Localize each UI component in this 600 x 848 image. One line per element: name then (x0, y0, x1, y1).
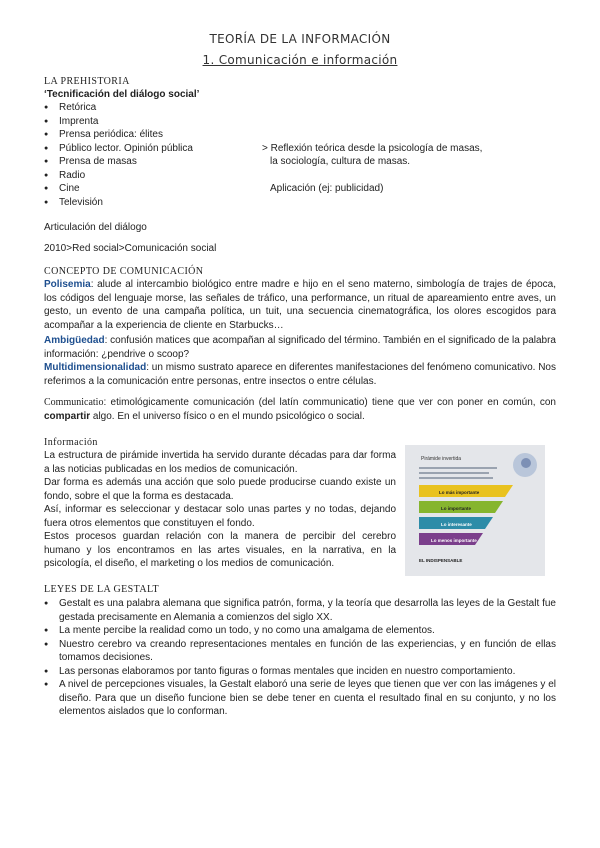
list-item: ● Radio (44, 169, 193, 183)
informacion-paragraph-3: Así, informar es seleccionar y destacar solo unas partes y no todas, dejando fuera otros elementos que constituyen el fondo. (44, 504, 396, 529)
polisemia-term: Polisemia (44, 279, 91, 290)
communicatio-text-2: algo. En el universo físico o en el mundo psicológico o social. (90, 410, 365, 422)
informacion-paragraph-2: Dar forma es además una acción que solo puede producirse cuando existe un fondo, sobre el que la forma es destacada. (44, 477, 396, 502)
communicatio-paragraph (44, 396, 556, 423)
list-item: ● Nuestro cerebro va creando representaciones mentales en función de las experiencias, y en función de ellas tomamos decisiones. (44, 638, 556, 665)
informacion-paragraph-4: Estos procesos guardan relación con la manera de percibir del cerebro humano y los encontramos en las artes visuales, en la narrativa, en la psicología, el diseño, el marketing o los medios de comunicación. (44, 531, 396, 569)
list-item: ● Imprenta (44, 115, 193, 129)
communicatio-bold: compartir (44, 410, 91, 422)
prehistoria-note-line1: > Reflexión teórica desde la psicología de masas, (262, 143, 483, 154)
gestalt-list (44, 597, 556, 719)
list-item: ● Retórica (44, 101, 193, 115)
multidimensionalidad-term: Multidimensionalidad (44, 362, 147, 373)
list-item: ● Prensa periódica: élites (44, 128, 193, 142)
brain-icon (521, 458, 531, 468)
inverted-pyramid-image (405, 445, 545, 576)
document-subtitle: 1. Comunicación e información (202, 53, 398, 67)
list-item: ● Cine (44, 182, 193, 196)
multidimensionalidad-paragraph (44, 361, 556, 388)
communicatio-text-1: : etimológicamente comunicación (del latín communicatio) tiene que ver con poner en común, con (103, 397, 556, 408)
pyramid-level-3-label: Lo interesante (441, 522, 472, 527)
ambiguedad-text: : confusión matices que acompañan al significado del término. También en el significado de la palabra información: ¿pendrive o scoop? (44, 335, 556, 360)
prehistoria-subheading: ‘Tecnificación del diálogo social’ (44, 89, 200, 100)
pyramid-tip-label: EL INDISPENSABLE (419, 558, 463, 563)
polisemia-text: : alude al intercambio biológico entre madre e hijo en el seno materno, simbología de trajes de época, los códigos del lenguaje morse, las señales de tráfico, una performance, un ritual de apareamiento entre aves, un gesto, un evento de una campaña política, un tuit, una secuencia cinematográfica, los olores escogidos para acompañar a la experiencia de cliente en Starbucks… (44, 279, 556, 331)
list-item: ● La mente percibe la realidad como un todo, y no como una amalgama de elementos. (44, 624, 556, 638)
multidimensionalidad-text: : un mismo sustrato aparece en diferentes manifestaciones del fenómeno comunicativo. Nos referimos a la comunicación entre personas, entre insectos o entre células. (44, 362, 556, 387)
list-item: ● Las personas elaboramos por tanto figuras o formas mentales que inciden en nuestro comportamiento. (44, 665, 556, 679)
text-line (419, 467, 497, 469)
list-item: ● Televisión (44, 196, 193, 210)
communicatio-term: Communicatio (44, 397, 104, 408)
document-title: TEORÍA DE LA INFORMACIÓN (209, 32, 391, 46)
list-item: ● A nivel de percepciones visuales, la Gestalt elaboró una serie de leyes que tienen que ver con las imágenes y el diseño. Para que un diseño funcione bien se debe tener en cuenta el resultado final en su conjunto, y no los elementos aislados que lo conforman. (44, 678, 556, 719)
concepto-heading: CONCEPTO DE COMUNICACIÓN (44, 266, 204, 277)
text-line (419, 477, 493, 479)
prehistoria-list (44, 101, 193, 209)
prehistoria-note-line2: la sociología, cultura de masas. (270, 156, 411, 167)
ambiguedad-term: Ambigüedad (44, 335, 105, 346)
informacion-paragraph-1: La estructura de pirámide invertida ha servido durante décadas para dar forma a las noticias publicadas en los medios de comunicación. (44, 450, 396, 475)
pyramid-level-4-label: Lo menos importante (431, 538, 477, 543)
polisemia-paragraph (44, 278, 556, 332)
articulacion-text: Articulación del diálogo (44, 222, 147, 233)
informacion-heading: Información (44, 437, 98, 448)
text-line (419, 472, 489, 474)
timeline-text: 2010>Red social>Comunicación social (44, 243, 217, 254)
list-item: ● Gestalt es una palabra alemana que significa patrón, forma, y la teoría que desarrolla las leyes de la Gestalt fue gestada precisamente en Alemania a comienzos del siglo XX. (44, 597, 556, 624)
pyramid-level-1-label: Lo más importante (439, 490, 480, 495)
list-item: ● Prensa de masas (44, 155, 193, 169)
pyramid-level-2-label: Lo importante (441, 506, 471, 511)
ambiguedad-paragraph (44, 334, 556, 361)
gestalt-heading: LEYES DE LA GESTALT (44, 584, 160, 595)
pyramid-title: Pirámide invertida (421, 456, 462, 462)
prehistoria-note-aplicacion: Aplicación (ej: publicidad) (270, 183, 384, 194)
prehistoria-heading: LA PREHISTORIA (44, 76, 130, 87)
list-item: ● Público lector. Opinión pública (44, 142, 193, 156)
inverted-pyramid-graphic (405, 445, 545, 576)
